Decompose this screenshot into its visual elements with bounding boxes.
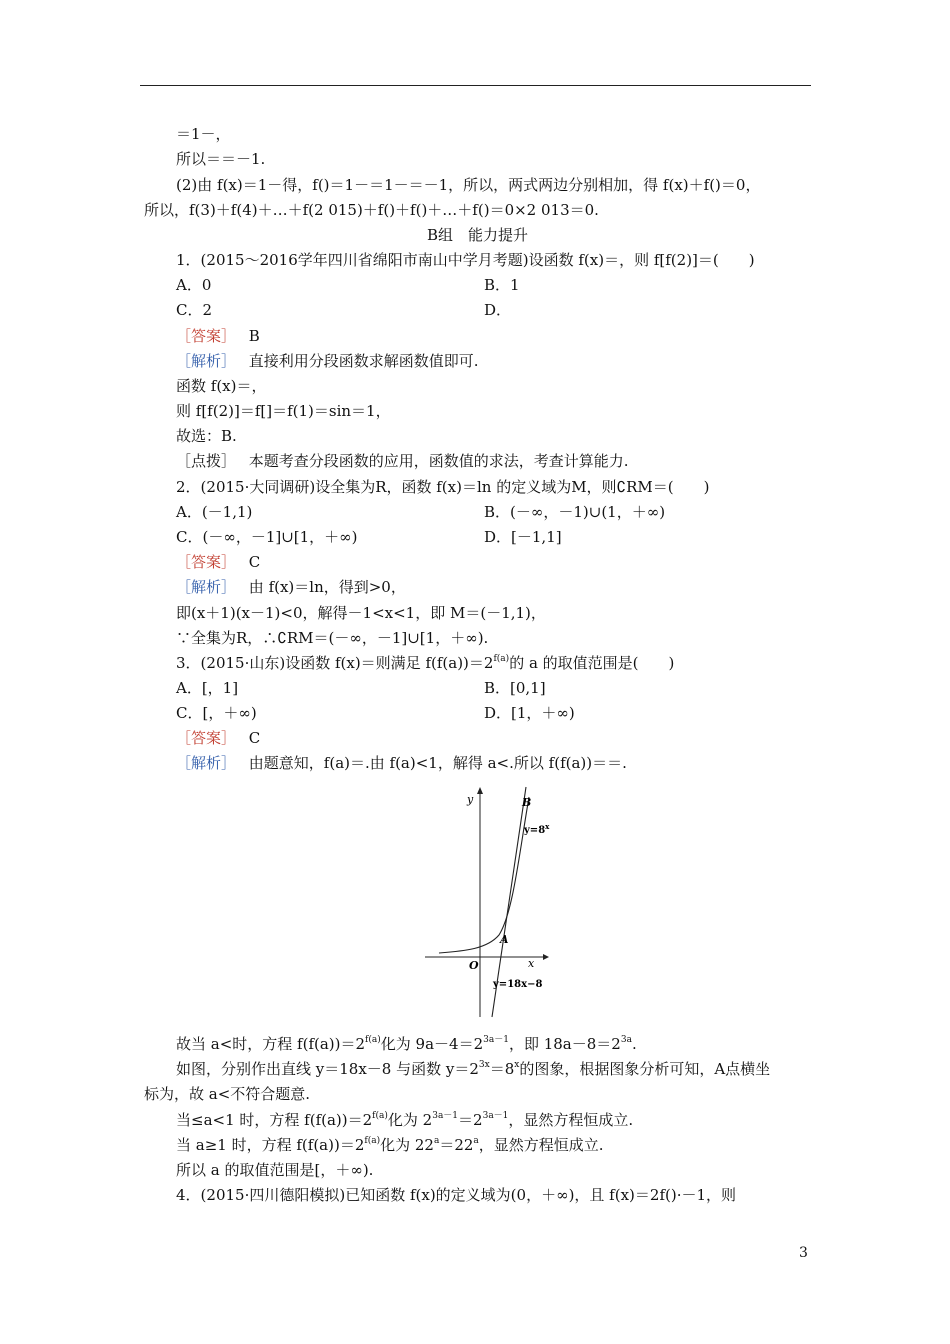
q3-s2-b: ＝8 — [489, 1060, 515, 1078]
q3-stem-a: 3．(2015·山东)设函数 f(x)＝则满足 f(f(a))＝2 — [176, 654, 494, 672]
q1-answer — [176, 326, 260, 346]
exp-curve — [439, 796, 532, 953]
q3-step-6: 所以 a 的取值范围是[，＋∞). — [176, 1161, 374, 1179]
curve-label — [523, 822, 550, 836]
q1-stem: 1．(2015～2016学年四川省绵阳市南山中学月考题)设函数 f(x)＝，则 f[f(2)]＝( ) — [176, 251, 755, 269]
x-label: x — [528, 957, 535, 970]
q3-s2-sup: 3x — [478, 1060, 490, 1070]
analysis-tag: ［解析］ — [176, 352, 237, 370]
prev-line-1: ＝1－， — [176, 125, 231, 143]
q3-s1-b: 化为 9a－4＝2 — [380, 1035, 484, 1053]
q1-tip — [176, 451, 629, 471]
q2-analysis — [176, 577, 406, 597]
q3-s1-sup2: 3a－1 — [483, 1035, 509, 1045]
q3-answer — [176, 728, 260, 748]
q3-s1-d: . — [631, 1035, 637, 1053]
q2-option-a: A．(－1,1) — [176, 503, 253, 521]
tip-tag: ［点拨］ — [176, 452, 237, 470]
answer-value: B — [248, 327, 260, 345]
q2-step-1: 即(x＋1)(x－1)<0，解得－1<x<1，即 M＝(－1,1)， — [176, 604, 546, 622]
q3-s1-sup: f(a) — [365, 1035, 381, 1045]
q1-step-3: 故选：B. — [176, 427, 237, 445]
q3-stem-sup: f(a) — [493, 654, 510, 664]
q3-s5-sup: f(a) — [364, 1136, 381, 1146]
q2-option-c: C．(－∞，－1]∪[1，＋∞) — [176, 528, 358, 546]
q3-s2-a: 如图，分别作出直线 y＝18x－8 与函数 y＝2 — [176, 1060, 479, 1078]
page-number: 3 — [799, 1245, 808, 1261]
q1-option-d: D． — [484, 301, 512, 319]
q3-s4-sup: f(a) — [372, 1111, 388, 1121]
q3-s5-c: ＝22 — [439, 1136, 474, 1154]
curve-label-sup: x — [545, 822, 550, 831]
tip-text: 本题考查分段函数的应用，函数值的求法，考查计算能力. — [248, 452, 629, 470]
answer-tag: ［答案］ — [176, 553, 237, 571]
analysis-tag: ［解析］ — [176, 578, 237, 596]
analysis-text: 由 f(x)＝ln，得到>0， — [248, 578, 406, 596]
q3-s4-sup2: 3a－1 — [432, 1111, 459, 1121]
q2-answer — [176, 552, 260, 572]
q3-s2-sup2: x — [514, 1060, 520, 1070]
x-axis-arrow — [543, 954, 549, 960]
analysis-text: 由题意知，f(a)＝.由 f(a)<1，解得 a<.所以 f(f(a))＝＝. — [248, 754, 627, 772]
answer-tag: ［答案］ — [176, 729, 237, 747]
origin-label: O — [469, 959, 479, 972]
answer-value: C — [248, 729, 261, 747]
q3-option-d: D．[1，＋∞) — [484, 704, 575, 722]
q3-s4-sup3: 3a－1 — [482, 1111, 509, 1121]
q1-option-a: A．0 — [176, 276, 212, 294]
q1-step-1: 函数 f(x)＝， — [176, 377, 267, 395]
y-label: y — [467, 793, 474, 806]
header-rule — [140, 85, 811, 86]
prev-line-2: 所以＝＝－1. — [176, 150, 266, 168]
q3-step-2 — [176, 1059, 770, 1079]
q3-s1-sup3: 3a — [620, 1035, 632, 1045]
line-label: y=18x−8 — [493, 979, 543, 990]
q3-s4-c: ＝2 — [458, 1111, 483, 1129]
q1-option-b: B．1 — [484, 276, 520, 294]
q1-analysis — [176, 351, 479, 371]
q2-option-d: D．[－1,1] — [484, 528, 562, 546]
q3-stem — [176, 653, 674, 673]
q3-s5-b: 化为 22 — [380, 1136, 434, 1154]
answer-value: C — [248, 553, 261, 571]
q3-option-a: A．[，1] — [176, 679, 239, 697]
q4-stem: 4．(2015·四川德阳模拟)已知函数 f(x)的定义域为(0，＋∞)，且 f(x)＝2f()·－1，则 — [176, 1186, 737, 1204]
q3-s1-c: ，即 18a－8＝2 — [508, 1035, 621, 1053]
analysis-tag: ［解析］ — [176, 754, 237, 772]
section-title: B组 能力提升 — [426, 226, 529, 244]
q3-analysis — [176, 753, 627, 773]
q2-option-b: B．(－∞，－1)∪(1，＋∞) — [484, 503, 666, 521]
q3-step-4 — [176, 1110, 633, 1130]
q3-option-b: B．[0,1] — [484, 679, 546, 697]
q2-step-2: ∵全集为R，∴∁RM＝(－∞，－1]∪[1，＋∞). — [176, 629, 489, 647]
y-axis-arrow — [477, 787, 483, 794]
q3-s2-c: 的图象，根据图象分析可知，A点横坐 — [519, 1060, 771, 1078]
q3-step-5 — [176, 1135, 604, 1155]
q3-step-3: 标为，故 a<不符合题意. — [144, 1085, 311, 1103]
answer-tag: ［答案］ — [176, 327, 237, 345]
analysis-text: 直接利用分段函数求解函数值即可. — [248, 352, 479, 370]
q3-option-c: C．[，＋∞) — [176, 704, 257, 722]
prev-line-4: 所以，f(3)＋f(4)＋…＋f(2 015)＋f()＋f()＋…＋f()＝0×2 013＝0. — [144, 201, 599, 219]
curve-label-base: y=8 — [524, 825, 546, 836]
q3-s1-a: 故当 a<时，方程 f(f(a))＝2 — [176, 1035, 366, 1053]
point-b-label: B — [522, 796, 532, 809]
q3-s5-d: ，显然方程恒成立. — [478, 1136, 604, 1154]
q3-s5-sup3: a — [473, 1136, 479, 1146]
q2-stem: 2．(2015·大同调研)设全集为R，函数 f(x)＝ln 的定义域为M，则∁RM＝( ) — [176, 478, 710, 496]
q3-stem-b: 的 a 的取值范围是( ) — [509, 654, 675, 672]
q1-step-2: 则 f[f(2)]＝f[]＝f(1)＝sin＝1， — [176, 402, 391, 420]
q3-s4-a: 当≤a<1 时，方程 f(f(a))＝2 — [176, 1111, 373, 1129]
q1-option-c: C．2 — [176, 301, 213, 319]
q3-s5-a: 当 a≥1 时，方程 f(f(a))＝2 — [176, 1136, 365, 1154]
q3-s5-sup2: a — [433, 1136, 440, 1146]
prev-line-3: (2)由 f(x)＝1－得，f()＝1－＝1－＝－1，所以，两式两边分别相加，得 f(x)＋f()＝0， — [176, 176, 761, 194]
q3-s4-b: 化为 2 — [387, 1111, 433, 1129]
q3-s4-d: ，显然方程恒成立. — [508, 1111, 634, 1129]
function-graph — [425, 785, 550, 1020]
point-a-label: A — [500, 933, 509, 946]
q3-step-1 — [176, 1034, 637, 1054]
